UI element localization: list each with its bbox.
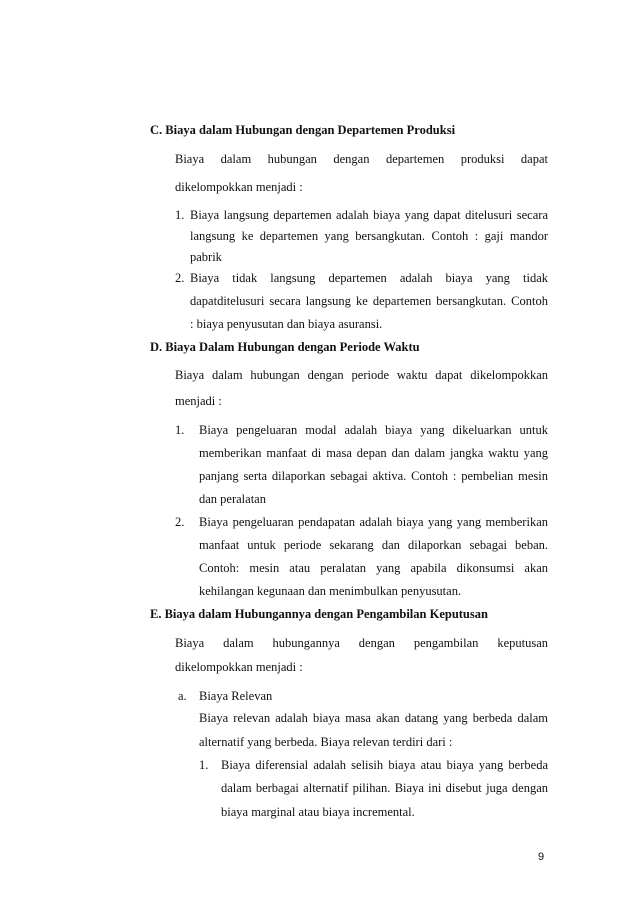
section-d-item-2-marker: 2. [175, 515, 185, 529]
section-e-sub-a-marker: a. [178, 689, 187, 703]
section-c-intro-line-2: dikelompokkan menjadi : [175, 180, 303, 194]
section-e-intro-line-1: Biaya dalam hubungannya dengan pengambilan keputusan [175, 636, 548, 650]
section-e-sub-a-item-1-marker: 1. [199, 758, 209, 772]
section-d-intro-line-2: menjadi : [175, 394, 222, 408]
section-d-item-1-line-4: dan peralatan [199, 492, 266, 506]
section-d-item-1-marker: 1. [175, 423, 185, 437]
section-c-item-1-line-3: pabrik [190, 250, 222, 264]
section-c-item-2-marker: 2. [175, 271, 185, 285]
section-e-sub-a-line-1: Biaya relevan adalah biaya masa akan datang yang berbeda dalam [199, 711, 548, 725]
section-e-sub-a-title: Biaya Relevan [199, 689, 273, 703]
section-d-item-1-line-1: Biaya pengeluaran modal adalah biaya yang dikeluarkan untuk [199, 423, 548, 437]
section-c-item-2-line-1: Biaya tidak langsung departemen adalah biaya yang tidak [190, 271, 548, 285]
section-d-heading: D. Biaya Dalam Hubungan dengan Periode Waktu [150, 340, 420, 354]
section-d-item-2-line-2: manfaat untuk periode sekarang dan dilaporkan sebagai beban. [199, 538, 548, 552]
section-e-sub-a-item-1-line-1: Biaya diferensial adalah selisih biaya atau biaya yang berbeda [221, 758, 548, 772]
section-c-item-1-line-2: langsung ke departemen yang bersangkutan. Contoh : gaji mandor [190, 229, 548, 243]
section-d-item-1-line-3: panjang serta dilaporkan sebagai aktiva. Contoh : pembelian mesin [199, 469, 548, 483]
section-c-item-1-marker: 1. [175, 208, 185, 222]
section-c-item-1-line-1: Biaya langsung departemen adalah biaya yang dapat ditelusuri secara [190, 208, 548, 222]
section-c-item-2-line-3: : biaya penyusutan dan biaya asuransi. [190, 317, 383, 331]
section-e-sub-a-item-1-line-2: dalam berbagai alternatif pilihan. Biaya ini disebut juga dengan [221, 781, 548, 795]
section-c-heading: C. Biaya dalam Hubungan dengan Departemen Produksi [150, 123, 456, 137]
section-d-intro-line-1: Biaya dalam hubungan dengan periode waktu dapat dikelompokkan [175, 368, 548, 382]
section-d-item-1-line-2: memberikan manfaat di masa depan dan dalam jangka waktu yang [199, 446, 548, 460]
section-d-item-2-line-3: Contoh: mesin atau peralatan yang apabila dikonsumsi akan [199, 561, 548, 575]
section-c-intro-line-1: Biaya dalam hubungan dengan departemen produksi dapat [175, 152, 548, 166]
page-number: 9 [538, 851, 545, 863]
section-d-item-2-line-4: kehilangan kegunaan dan menimbulkan penyusutan. [199, 584, 462, 598]
section-d-item-2-line-1: Biaya pengeluaran pendapatan adalah biaya yang yang memberikan [199, 515, 548, 529]
section-e-intro-line-2: dikelompokkan menjadi : [175, 660, 303, 674]
section-e-heading: E. Biaya dalam Hubungannya dengan Pengambilan Keputusan [150, 607, 488, 621]
section-e-sub-a-line-2: alternatif yang berbeda. Biaya relevan terdiri dari : [199, 735, 453, 749]
section-e-sub-a-item-1-line-3: biaya marginal atau biaya incremental. [221, 805, 415, 819]
section-c-item-2-line-2: dapatditelusuri secara langsung ke departemen bersangkutan. Contoh [190, 294, 548, 308]
